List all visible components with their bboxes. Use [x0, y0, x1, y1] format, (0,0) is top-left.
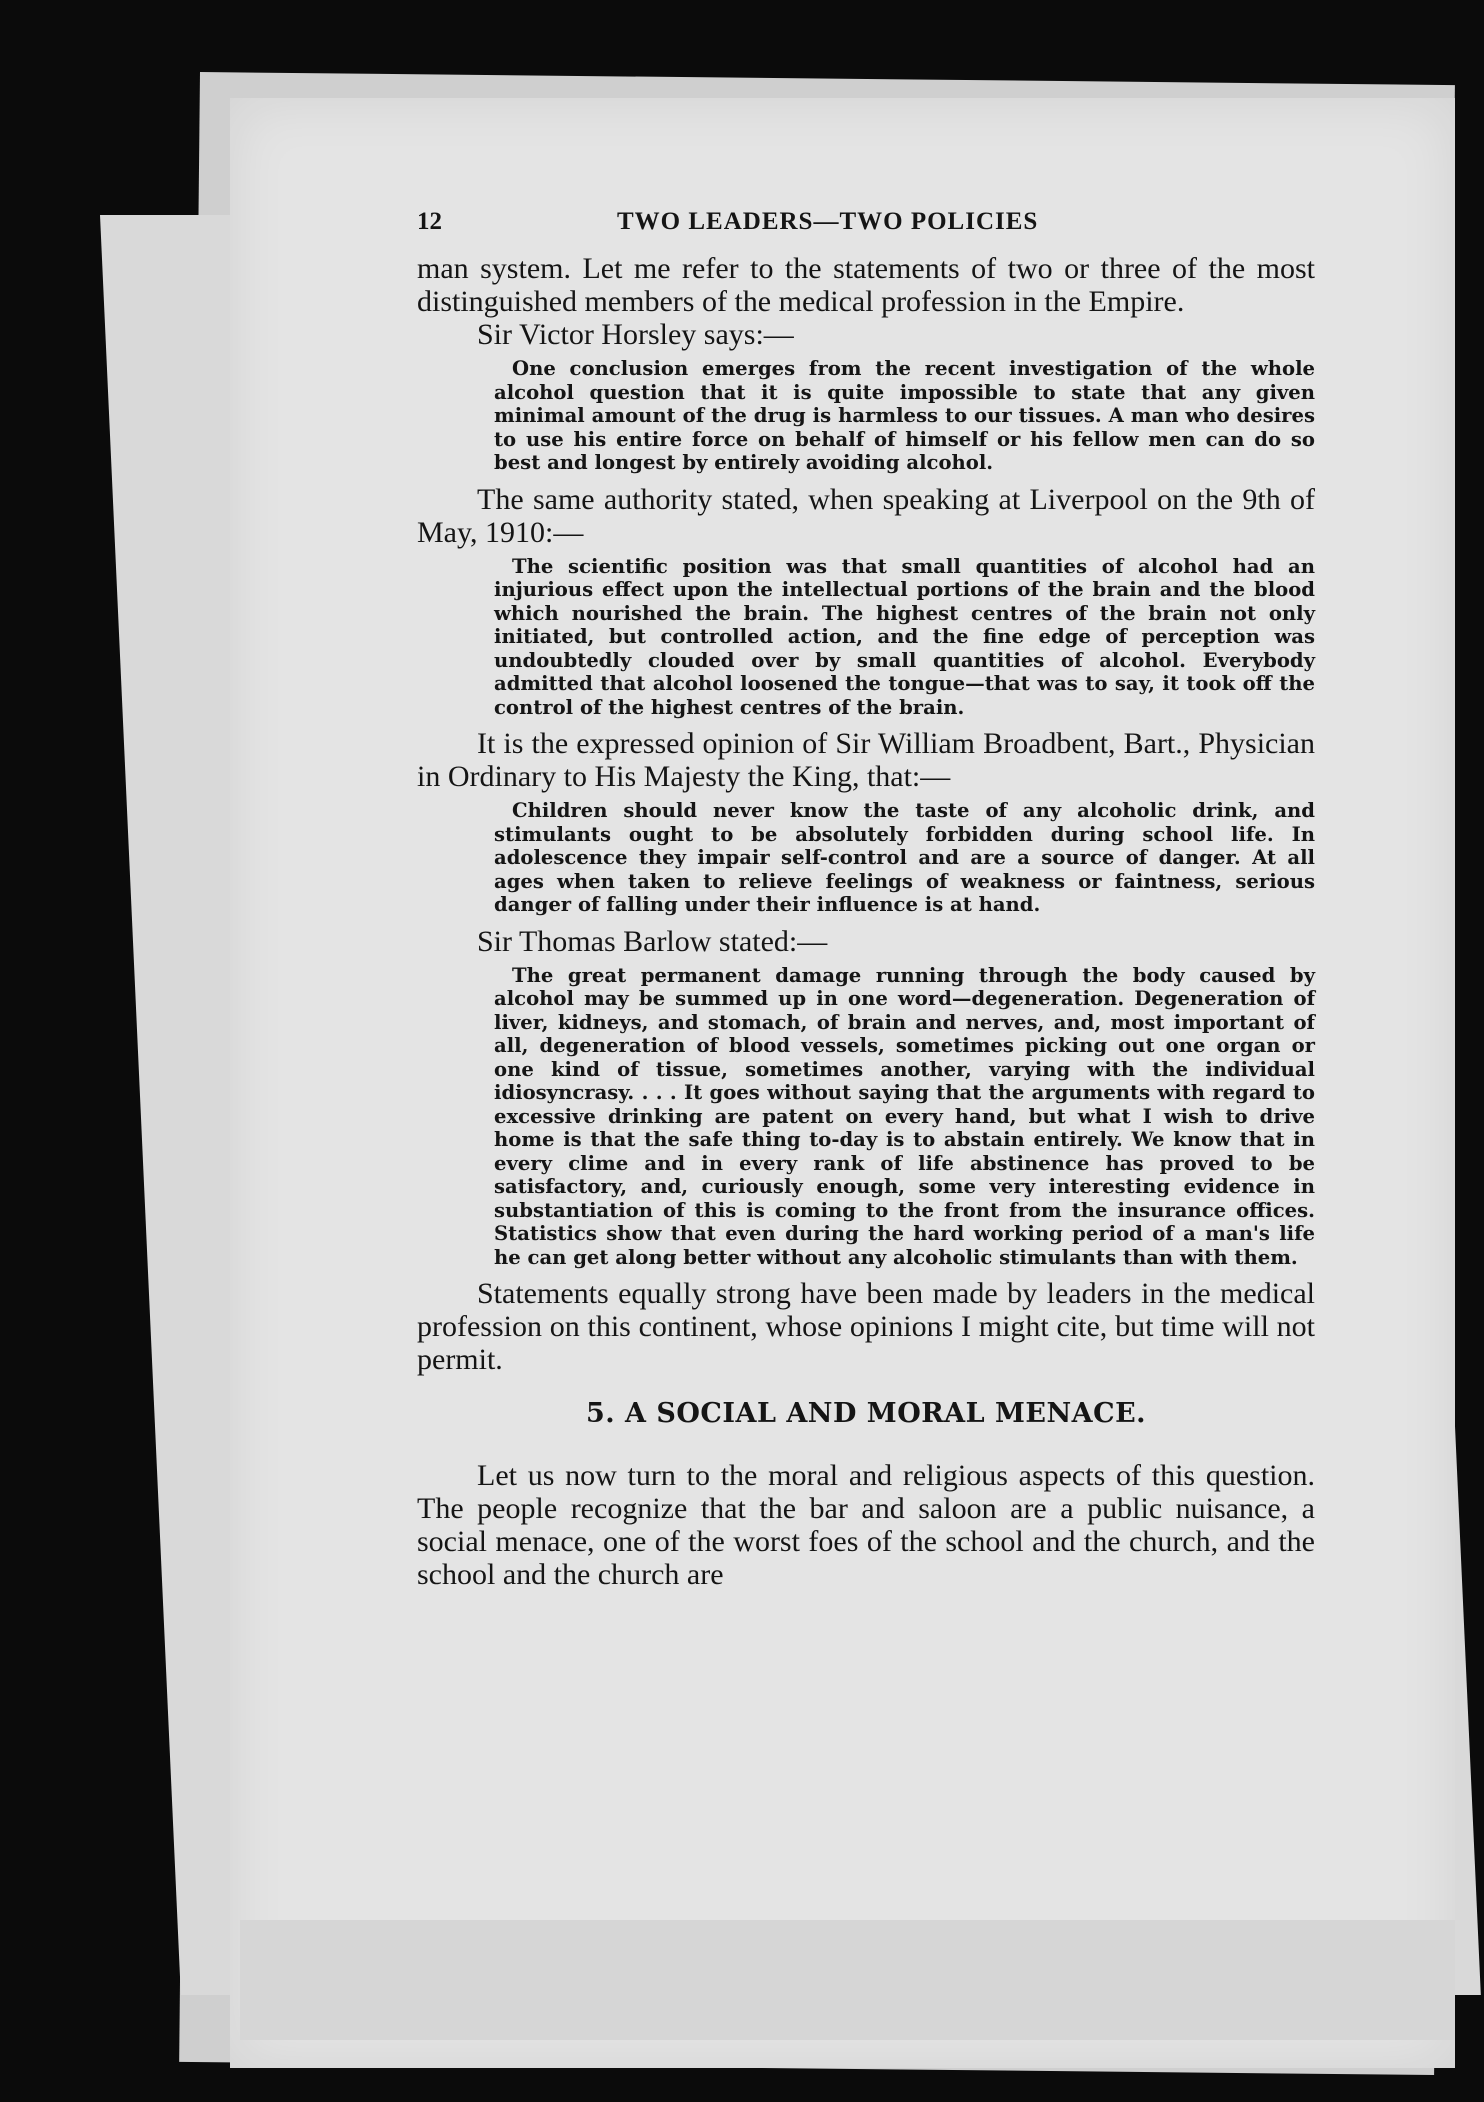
paragraph-broadbent-intro: It is the expressed opinion of Sir William Broadbent, Bart., Physician in Ordinary to His Majesty the King, that:— [417, 727, 1315, 793]
quote-liverpool: The scientific position was that small quantities of alcohol had an injurious effect upon the intellectual portions of the brain and the blood which nourished the brain. The highest centres of the brain not only initiated, but controlled action, and the fine edge of perception was undoubtedly clouded over by small quantities of alcohol. Everybody admitted that alcohol loosened the tongue—that was to say, it took off the control of the highest centres of the brain. [494, 554, 1315, 719]
page-header [417, 208, 1315, 252]
page-content [417, 208, 1315, 1591]
section-heading: 5. A SOCIAL AND MORAL MENACE. [585, 1398, 1147, 1429]
paragraph-moral-aspects: Let us now turn to the moral and religious aspects of this question. The people recognize that the bar and saloon are a public nuisance, a social menace, one of the worst foes of the school and the church, and the school and the church are [417, 1459, 1315, 1591]
page-bottom-edge [240, 1920, 1455, 2040]
running-title: TWO LEADERS—TWO POLICIES [617, 208, 1039, 235]
quote-horsley: One conclusion emerges from the recent investigation of the whole alcohol question that it is quite impossible to state that any given minimal amount of the drug is harmless to our tissues. A man who desires to use his entire force on behalf of himself or his fellow men can do so best and longest by entirely avoiding alcohol. [494, 357, 1315, 474]
paragraph-intro: man system. Let me refer to the statements of two or three of the most distinguished members of the medical profession in the Empire. [417, 252, 1315, 318]
paragraph-liverpool-intro: The same authority stated, when speaking at Liverpool on the 9th of May, 1910:— [417, 482, 1315, 549]
paragraph-statements: Statements equally strong have been made by leaders in the medical profession on this continent, whose opinions I might cite, but time will not permit. [417, 1277, 1315, 1376]
page-number: 12 [417, 208, 442, 235]
paragraph-horsley-intro: Sir Victor Horsley says:— [477, 318, 794, 351]
quote-barlow: The great permanent damage running through the body caused by alcohol may be summed up in one word—degeneration. Degeneration of liver, kidneys, and stomach, of brain and nerves, and, most important of all, degeneration of blood vessels, sometimes picking out one organ or one kind of tissue, sometimes another, varying with the individual idiosyncrasy. . . . It goes without saying that the arguments with regard to excessive drinking are patent on every hand, but what I wish to drive home is that the safe thing to-day is to abstain entirely. We know that in every clime and in every rank of life abstinence has proved to be satisfactory, and, curiously enough, some very interesting evidence in substantiation of this is coming to the front from the insurance offices. Statistics show that even during the hard working period of a man's life he can get along better without any alcoholic stimulants than with them. [494, 963, 1315, 1269]
quote-broadbent: Children should never know the taste of any alcoholic drink, and stimulants ought to be absolutely forbidden during school life. In adolescence they impair self-control and are a source of danger. At all ages when taken to relieve feelings of weakness or faintness, serious danger of falling under their influence is at hand. [494, 799, 1315, 916]
paragraph-barlow-intro: Sir Thomas Barlow stated:— [477, 924, 828, 958]
